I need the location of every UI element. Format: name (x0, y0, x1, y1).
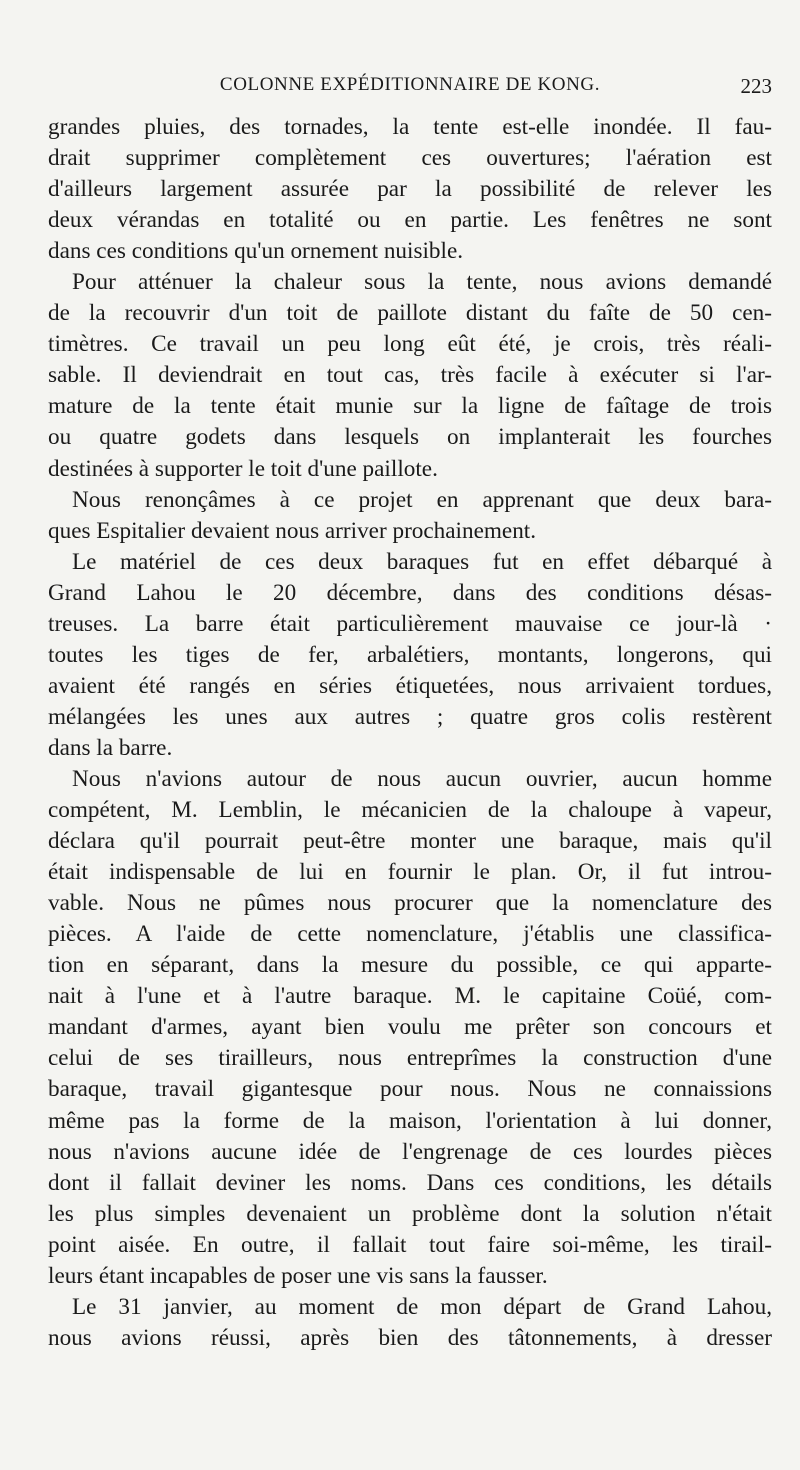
text-line: était indispensable de lui en fournir le plan. Or, il fut introu- (48, 859, 772, 886)
paragraph (48, 764, 772, 1292)
running-title: COLONNE EXPÉDITIONNAIRE DE KONG. (219, 74, 601, 95)
paragraph (48, 547, 772, 764)
text-line: d'ailleurs largement assurée par la possibilité de relever les (48, 176, 772, 203)
text-line: drait supprimer complètement ces ouvertures; l'aération est (48, 145, 772, 172)
text-line: timètres. Ce travail un peu long eût été, je crois, très réali- (48, 331, 772, 358)
text-line: treuses. La barre était particulièrement mauvaise ce jour-là · (48, 610, 772, 637)
text-line: celui de ses tirailleurs, nous entreprîmes la construction d'une (48, 1045, 772, 1072)
page-number: 223 (740, 74, 772, 98)
text-line: de la recouvrir d'un toit de paillote distant du faîte de 50 cen- (48, 300, 772, 327)
text-line: mandant d'armes, ayant bien voulu me prêter son concours et (48, 1014, 772, 1041)
page-header (48, 74, 772, 102)
text-line: même pas la forme de la maison, l'orientation à lui donner, (48, 1107, 772, 1134)
text-line: Nous renonçâmes à ce projet en apprenant que deux bara- (72, 486, 772, 513)
text-line: dans ces conditions qu'un ornement nuisible. (48, 238, 464, 265)
text-line: Le 31 janvier, au moment de mon départ de Grand Lahou, (72, 1293, 772, 1320)
text-line: avaient été rangés en séries étiquetées, nous arrivaient tordues, (48, 672, 772, 699)
text-line: tion en séparant, dans la mesure du possible, ce qui apparte- (48, 952, 772, 979)
text-line: compétent, M. Lemblin, le mécanicien de la chaloupe à vapeur, (48, 797, 772, 824)
text-line: deux vérandas en totalité ou en partie. Les fenêtres ne sont (48, 207, 772, 234)
text-line: destinées à supporter le toit d'une paillote. (48, 455, 438, 482)
text-line: vable. Nous ne pûmes nous procurer que la nomenclature des (48, 890, 772, 917)
text-line: mature de la tente était munie sur la ligne de faîtage de trois (48, 393, 772, 420)
text-line: nous avions réussi, après bien des tâtonnements, à dresser (48, 1324, 772, 1351)
text-line: mélangées les unes aux autres ; quatre gros colis restèrent (48, 703, 772, 730)
paragraph (48, 1292, 772, 1354)
text-line: sable. Il deviendrait en tout cas, très facile à exécuter si l'ar- (48, 362, 772, 389)
body-text (48, 112, 772, 1354)
paragraph (48, 112, 772, 267)
paragraph (48, 267, 772, 484)
text-line: Pour atténuer la chaleur sous la tente, nous avions demandé (72, 269, 772, 296)
text-line: ques Espitalier devaient nous arriver prochainement. (48, 517, 537, 544)
paragraph (48, 485, 772, 547)
text-line: Le matériel de ces deux baraques fut en effet débarqué à (72, 548, 772, 575)
text-line: baraque, travail gigantesque pour nous. Nous ne connaissions (48, 1076, 772, 1103)
text-line: pièces. A l'aide de cette nomenclature, j'établis une classifica- (48, 921, 772, 948)
text-line: les plus simples devenaient un problème dont la solution n'était (48, 1200, 772, 1227)
text-line: nous n'avions aucune idée de l'engrenage de ces lourdes pièces (48, 1138, 772, 1165)
text-line: dans la barre. (48, 734, 173, 761)
text-line: dont il fallait deviner les noms. Dans ces conditions, les détails (48, 1169, 772, 1196)
text-line: Grand Lahou le 20 décembre, dans des conditions désas- (48, 579, 772, 606)
text-line: leurs étant incapables de poser une vis sans la fausser. (48, 1262, 548, 1289)
text-line: Nous n'avions autour de nous aucun ouvrier, aucun homme (72, 765, 772, 792)
text-line: grandes pluies, des tornades, la tente est-elle inondée. Il fau- (48, 114, 772, 140)
text-line: déclara qu'il pourrait peut-être monter une baraque, mais qu'il (48, 828, 772, 855)
text-line: nait à l'une et à l'autre baraque. M. le capitaine Coüé, com- (48, 983, 772, 1010)
text-line: ou quatre godets dans lesquels on implanterait les fourches (48, 424, 772, 451)
text-line: toutes les tiges de fer, arbalétiers, montants, longerons, qui (48, 641, 772, 668)
text-line: point aisée. En outre, il fallait tout faire soi-même, les tirail- (48, 1231, 772, 1258)
